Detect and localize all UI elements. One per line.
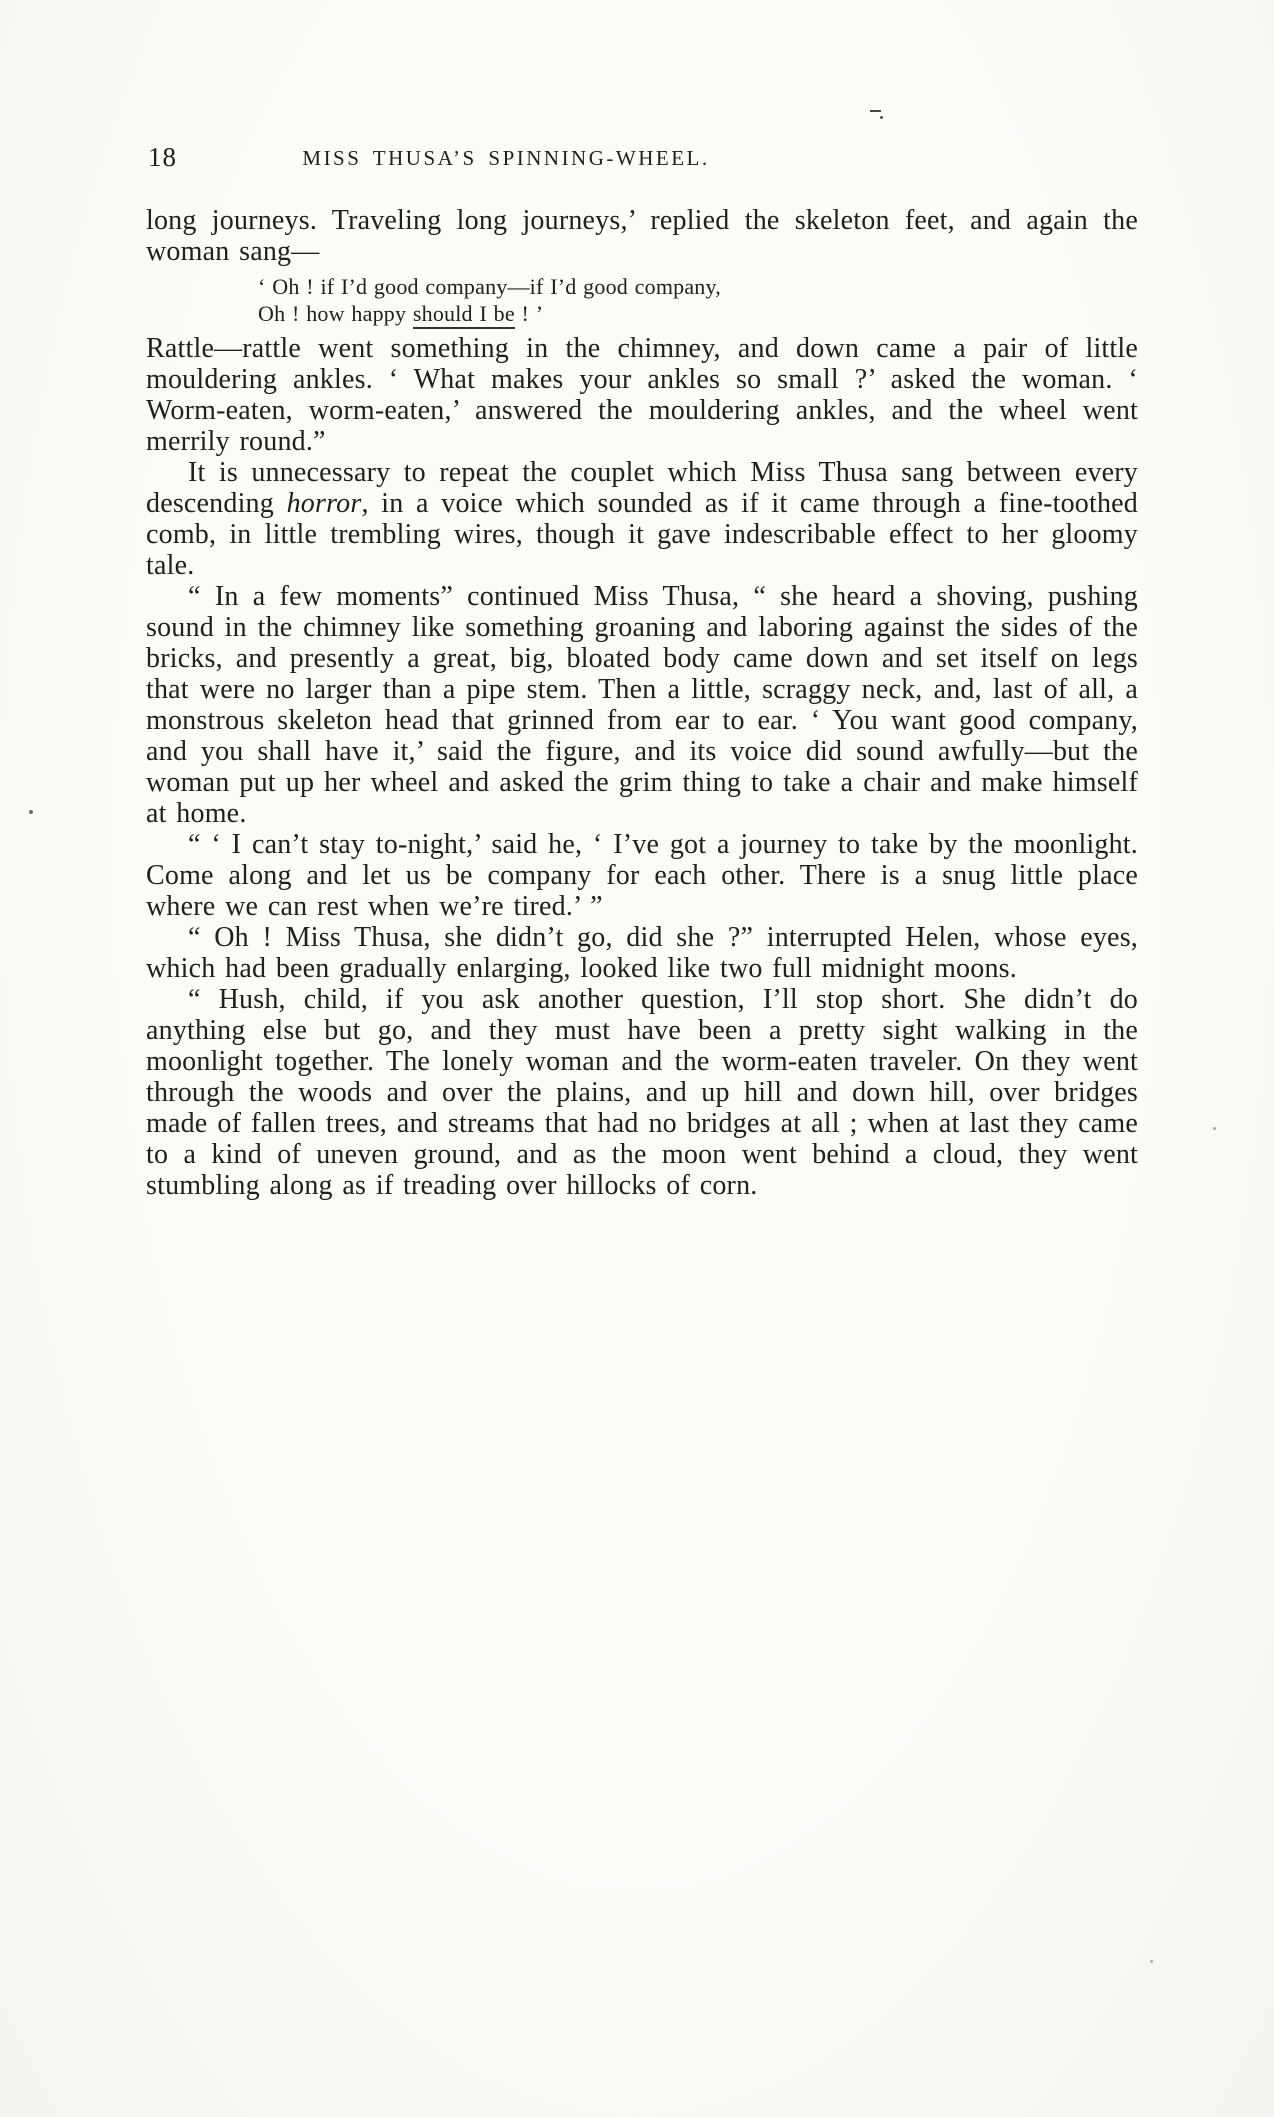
paragraph-continuation: long journeys. Traveling long journeys,’ replied the skeleton feet, and again the woman sang— — [146, 205, 1138, 267]
paragraph: “ ‘ I can’t stay to-night,’ said he, ‘ I’ve got a journey to take by the moonlight. Come along and let us be company for each other. There is a snug little place where we can rest when we’re tired.’ ” — [146, 829, 1138, 922]
paragraph: “ Hush, child, if you ask another question, I’ll stop short. She didn’t do anything else but go, and they must have been a pretty sight walking in the moonlight together. The lonely woman and the worm-eaten traveler. On they went through the woods and over the plains, and up hill and down hill, over bridges made of fallen trees, and streams that had no bridges at all ; when at last they came to a kind of uneven ground, and as the moon went behind a cloud, they went stumbling along as if treading over hillocks of corn. — [146, 984, 1138, 1201]
verse-couplet — [258, 273, 1138, 327]
verse-text: ! ’ — [514, 301, 544, 326]
scan-speck — [1150, 1960, 1153, 1963]
scan-artifact-mark — [870, 110, 881, 112]
paragraph-text: , in a voice which sounded as if it came through a fine-toothed comb, in little trembling wires, though it gave indescribable effect to her gloomy tale. — [146, 488, 1138, 581]
paragraph — [146, 457, 1138, 581]
page-body — [146, 205, 1138, 1201]
verse-line — [258, 300, 1138, 327]
scan-speck — [29, 810, 33, 814]
verse-text-underlined: should I be — [413, 301, 515, 329]
page-header — [146, 142, 1138, 178]
italic-word: horror — [286, 488, 362, 519]
verse-text: Oh ! how happy — [258, 301, 413, 326]
paragraph: “ In a few moments” continued Miss Thusa, “ she heard a shoving, pushing sound in the chimney like something groaning and laboring against the sides of the bricks, and presently a great, big, bloated body came down and set itself on legs that were no larger than a pipe stem. Then a little, scraggy neck, and, last of all, a monstrous skeleton head that grinned from ear to ear. ‘ You want good company, and you shall have it,’ said the figure, and its voice did sound awfully—but the woman put up her wheel and asked the grim thing to take a chair and make himself at home. — [146, 581, 1138, 829]
verse-line: ‘ Oh ! if I’d good company—if I’d good company, — [258, 274, 721, 299]
paragraph: Rattle—rattle went something in the chimney, and down came a pair of little mouldering ankles. ‘ What makes your ankles so small ?’ asked the woman. ‘ Worm-eaten, worm-eaten,’ answered the mouldering ankles, and the wheel went merrily round.” — [146, 333, 1138, 457]
book-page — [146, 142, 1138, 1201]
page-number: 18 — [148, 142, 177, 172]
paragraph: “ Oh ! Miss Thusa, she didn’t go, did she ?” interrupted Helen, whose eyes, which had been gradually enlarging, looked like two full midnight moons. — [146, 922, 1138, 984]
paragraph-text: It is unnecessary to repeat the couplet which Miss Thusa sang between every descending — [146, 457, 1138, 519]
scan-speck — [1213, 1127, 1216, 1130]
running-header-title: MISS THUSA’S SPINNING-WHEEL. — [302, 146, 710, 170]
